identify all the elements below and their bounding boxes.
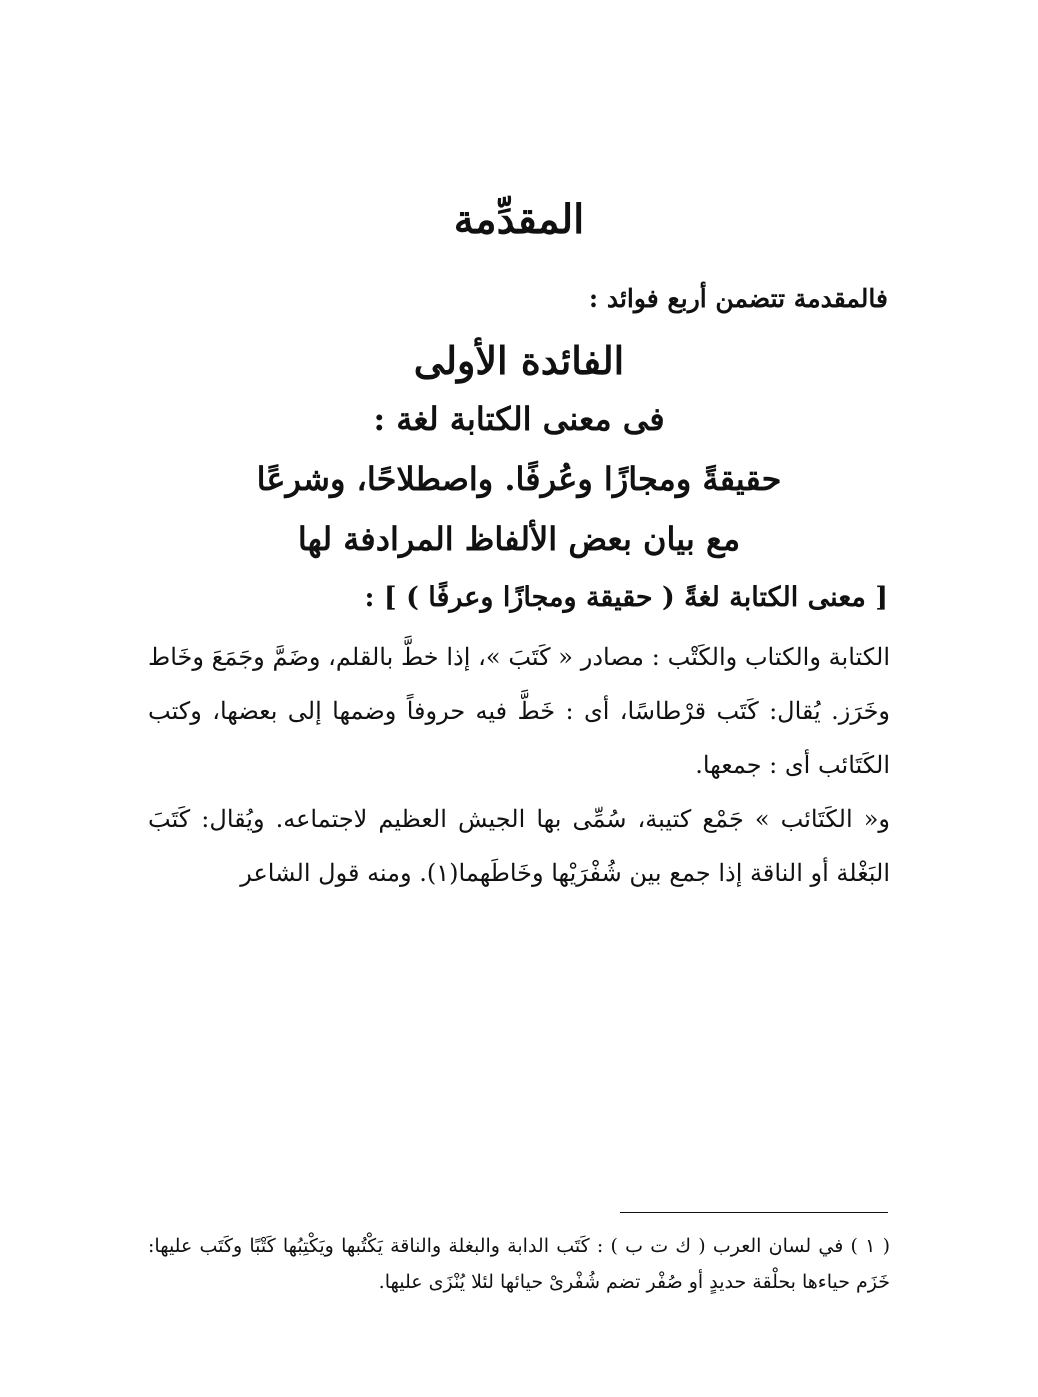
intro-line: فالمقدمة تتضمن أربع فوائد : [588, 284, 888, 313]
body-paragraph-1: الكتابة والكتاب والكَتْب : مصادر « كَتَبَ »، إذا خطَّ بالقلم، وضَمَّ وجَمَعَ وخَاط وخَرَز. يُقال: كَتَب قرْطاسًا، أى : خَطَّ فيه حروفاً وضمها إلى بعضها، وكتب الكَتَائب أى : جمعها. [148, 643, 890, 779]
section-heading: الفائدة الأولى [413, 338, 625, 383]
topic-heading-line-2: حقيقةً ومجازًا وعُرفًا. واصطلاحًا، وشرعًا [256, 460, 782, 498]
footnote: ( ١ ) في لسان العرب ( ك ت ب ) : كَتَب الدابة والبغلة والناقة يَكْتُبها ويَكْتِبُها كَتْبًا وكَتَب عليها: خَزَم حياءها بحلْقة حديدٍ أو صُفْر تضم شُفْرىْ حيائها لئلا يُنْزَى عليها. [148, 1235, 890, 1293]
subsection-heading: [ معنى الكتابة لغةً ( حقيقة ومجازًا وعرفًا ) ] : [364, 582, 888, 613]
body-paragraph-2: و« الكَتَائب » جَمْع كتيبة، سُمِّى بها الجيش العظيم لاجتماعه. ويُقال: كَتَبَ البَغْلة أو الناقة إذا جمع بين شُفْرَيْها وخَاطَهما(١). ومنه قول الشاعر [148, 805, 890, 887]
footnote-divider [620, 1212, 888, 1213]
topic-heading-line-3: مع بيان بعض الألفاظ المرادفة لها [297, 520, 741, 558]
topic-heading-line-1: فى معنى الكتابة لغة : [373, 400, 665, 438]
page-title: المقدِّمة [453, 196, 585, 243]
